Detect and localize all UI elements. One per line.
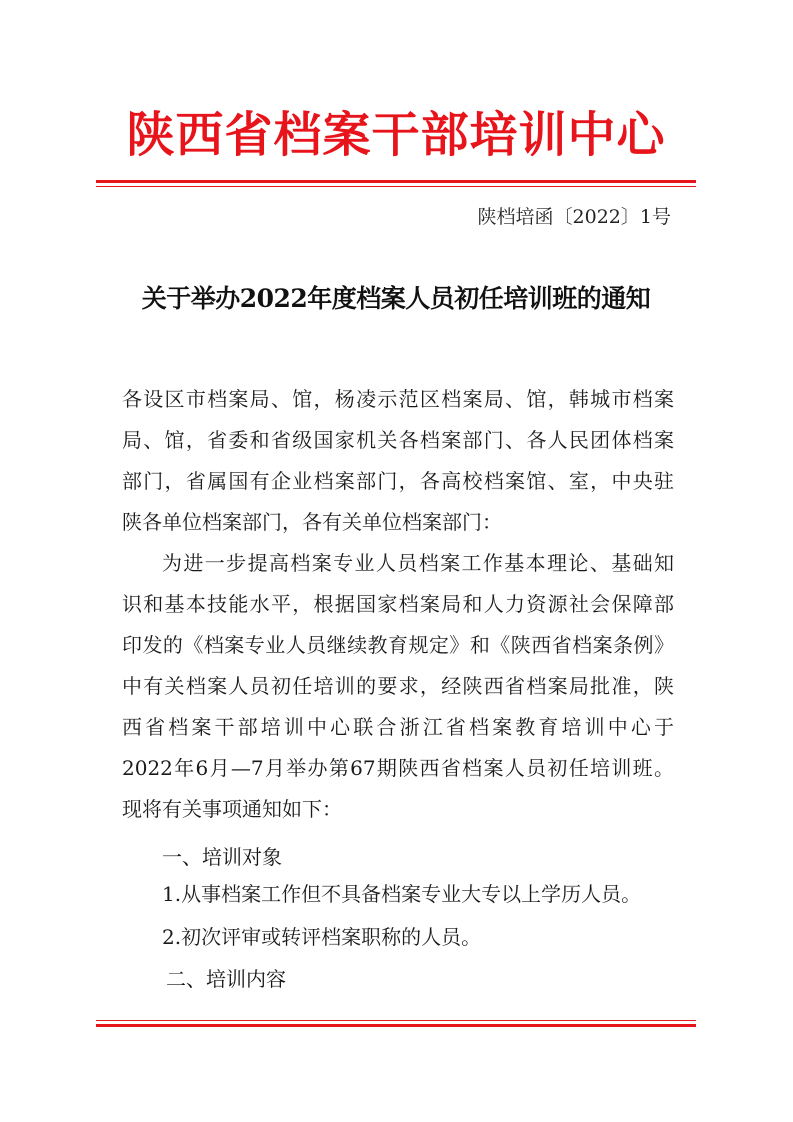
section-heading-1: 一、培训对象 (162, 845, 282, 869)
letterhead-rule-top (96, 180, 696, 183)
document-title: 关于举办2022年度档案人员初任培训班的通知 (141, 284, 651, 313)
body-line: 西省档案干部培训中心联合浙江省档案教育培训中心于 (122, 715, 674, 739)
addressee-line: 部门，省属国有企业档案部门，各高校档案馆、室，中央驻 (122, 469, 674, 493)
body-line: 为进一步提高档案专业人员档案工作基本理论、基础知 (162, 551, 674, 575)
addressee-line: 各设区市档案局、馆，杨凌示范区档案局、馆，韩城市档案 (122, 387, 674, 411)
letterhead-org-name: 陕西省档案干部培训中心 (126, 107, 666, 163)
addressee-line: 局、馆，省委和省级国家机关各档案部门、各人民团体档案 (122, 428, 674, 452)
body-line: 中有关档案人员初任培训的要求，经陕西省档案局批准，陕 (122, 674, 674, 698)
addressee-line: 陕各单位档案部门，各有关单位档案部门： (122, 510, 502, 534)
letterhead-rule-bottom (96, 186, 696, 187)
section-heading-2: 二、培训内容 (166, 967, 286, 991)
body-line: 识和基本技能水平，根据国家档案局和人力资源社会保障部 (122, 592, 674, 616)
body-line: 2022年6月—7月举办第67期陕西省档案人员初任培训班。 (122, 756, 674, 780)
body-line: 现将有关事项通知如下： (122, 797, 342, 821)
section-1-item: 2.初次评审或转评档案职称的人员。 (162, 925, 482, 949)
footer-rule-bottom (96, 1024, 696, 1027)
footer-rule-top (96, 1020, 696, 1021)
body-line: 印发的《档案专业人员继续教育规定》和《陕西省档案条例》 (122, 633, 674, 657)
document-number: 陕档培函〔2022〕1号 (477, 206, 671, 228)
section-1-item: 1.从事档案工作但不具备档案专业大专以上学历人员。 (162, 882, 642, 906)
